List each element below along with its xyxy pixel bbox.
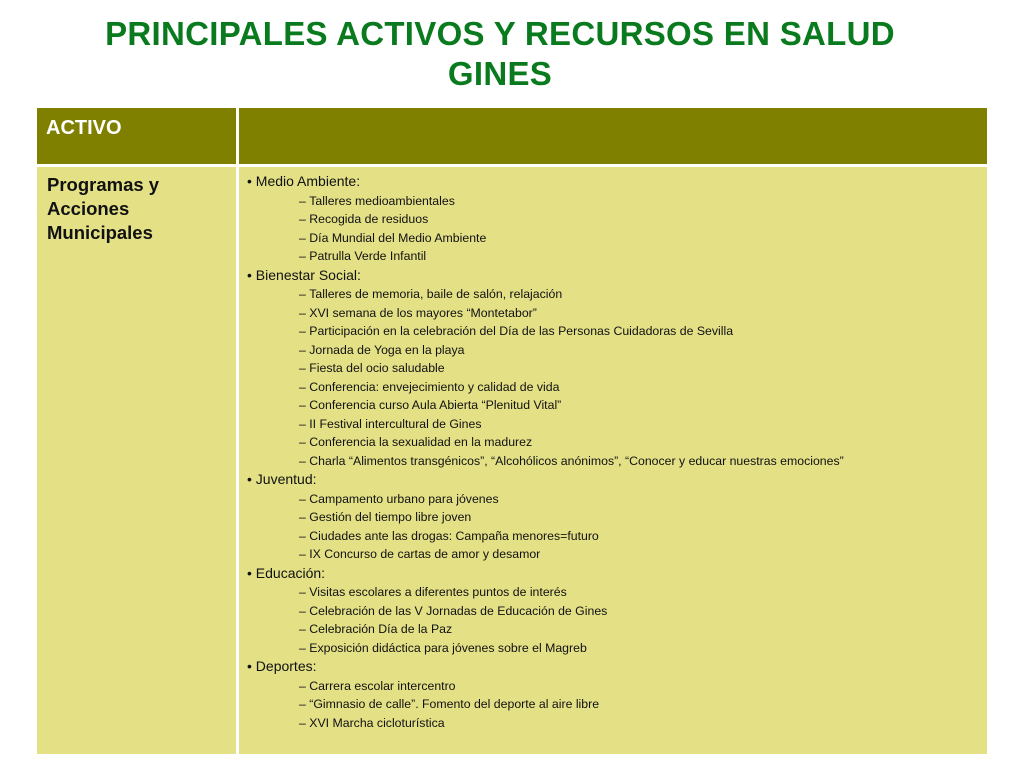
category-label: • Juventud: — [247, 470, 987, 490]
row-label-line: Acciones — [47, 198, 130, 219]
list-item: – XVI semana de los mayores “Montetabor” — [247, 304, 987, 323]
list-item: – “Gimnasio de calle”. Fomento del deporte al aire libre — [247, 695, 987, 714]
list-item: – Talleres de memoria, baile de salón, relajación — [247, 285, 987, 304]
category-block — [247, 470, 987, 564]
category-label: • Medio Ambiente: — [247, 172, 987, 192]
list-item: – Fiesta del ocio saludable — [247, 359, 987, 378]
category-block — [247, 172, 987, 266]
list-item: – Conferencia la sexualidad en la madurez — [247, 433, 987, 452]
category-label: • Deportes: — [247, 657, 987, 677]
list-item: – XVI Marcha cicloturística — [247, 714, 987, 733]
header-cell-empty — [239, 108, 987, 164]
row-label-line: Municipales — [47, 222, 153, 243]
category-block — [247, 266, 987, 471]
row-label-line: Programas y — [47, 174, 160, 195]
list-item: – Ciudades ante las drogas: Campaña menores=futuro — [247, 527, 987, 546]
header-cell-activo: ACTIVO — [37, 108, 236, 164]
row-label-cell — [37, 167, 236, 754]
list-item: – Talleres medioambientales — [247, 192, 987, 211]
category-label: • Bienestar Social: — [247, 266, 987, 286]
category-label: • Educación: — [247, 564, 987, 584]
page-title — [20, 14, 980, 94]
category-items — [247, 192, 987, 266]
category-items — [247, 490, 987, 564]
list-item: – Visitas escolares a diferentes puntos de interés — [247, 583, 987, 602]
row-content-cell — [239, 167, 987, 754]
list-item: – Día Mundial del Medio Ambiente — [247, 229, 987, 248]
list-item: – Recogida de residuos — [247, 210, 987, 229]
category-items — [247, 285, 987, 470]
title-line-2: GINES — [447, 55, 553, 92]
list-item: – Conferencia: envejecimiento y calidad de vida — [247, 378, 987, 397]
list-item: – Campamento urbano para jóvenes — [247, 490, 987, 509]
category-block — [247, 564, 987, 658]
list-item: – Celebración de las V Jornadas de Educación de Gines — [247, 602, 987, 621]
category-block — [247, 657, 987, 732]
list-item: – Conferencia curso Aula Abierta “Plenitud Vital” — [247, 396, 987, 415]
assets-table — [37, 108, 987, 754]
list-item: – Exposición didáctica para jóvenes sobre el Magreb — [247, 639, 987, 658]
category-items — [247, 583, 987, 657]
list-item: – Patrulla Verde Infantil — [247, 247, 987, 266]
list-item: – Participación en la celebración del Día de las Personas Cuidadoras de Sevilla — [247, 322, 987, 341]
list-item: – Celebración Día de la Paz — [247, 620, 987, 639]
title-line-1: PRINCIPALES ACTIVOS Y RECURSOS EN SALUD — [105, 15, 895, 52]
category-items — [247, 677, 987, 733]
list-item: – Carrera escolar intercentro — [247, 677, 987, 696]
list-item: – Jornada de Yoga en la playa — [247, 341, 987, 360]
list-item: – Gestión del tiempo libre joven — [247, 508, 987, 527]
list-item: – II Festival intercultural de Gines — [247, 415, 987, 434]
list-item: – Charla “Alimentos transgénicos”, “Alcohólicos anónimos”, “Conocer y educar nuestras emociones” — [247, 452, 987, 471]
list-item: – IX Concurso de cartas de amor y desamor — [247, 545, 987, 564]
